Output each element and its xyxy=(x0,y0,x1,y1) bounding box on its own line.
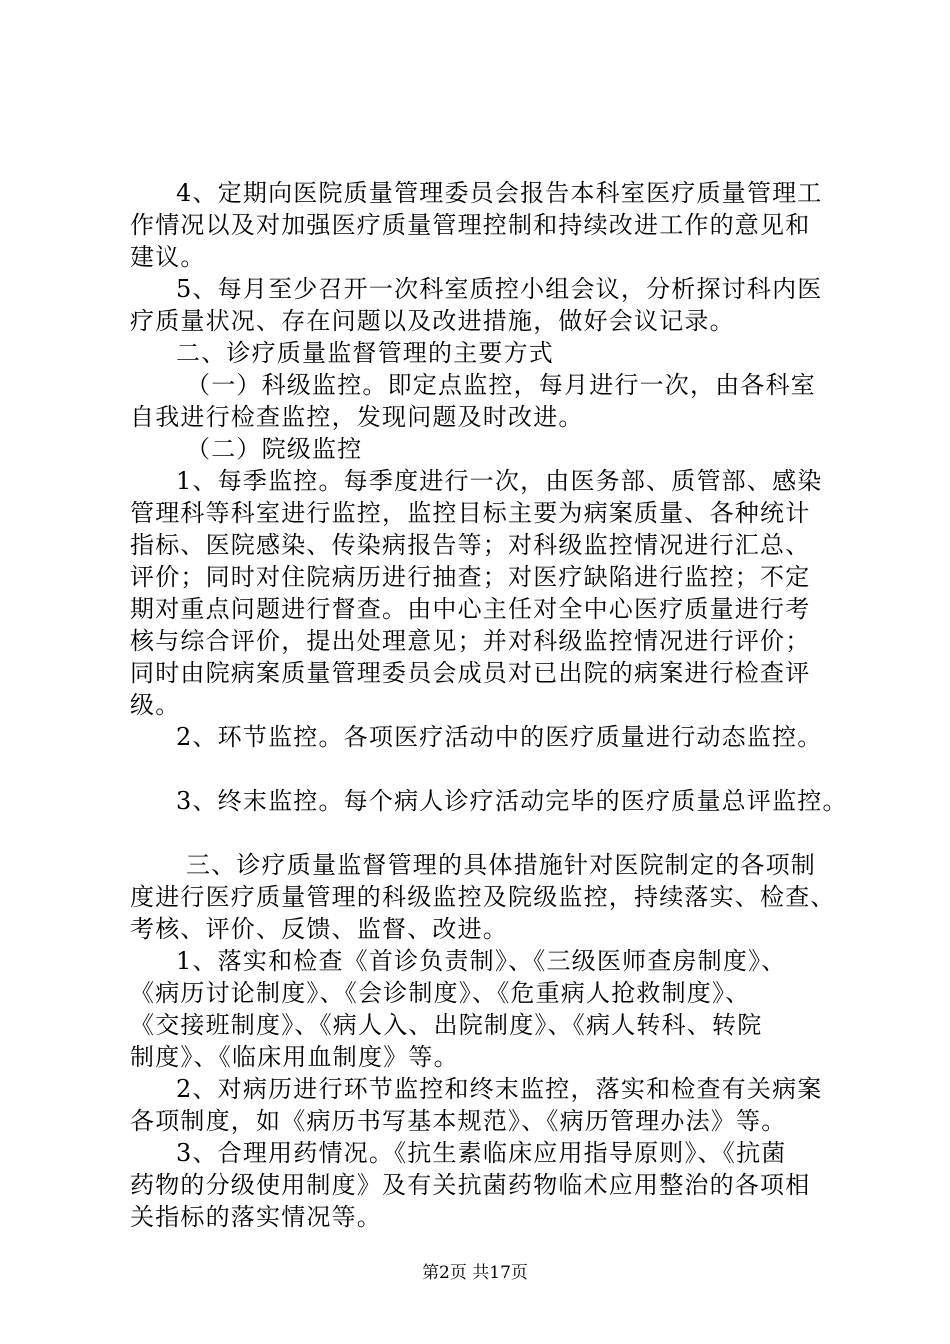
text-line: 制度》、《临床用血制度》等。 xyxy=(130,1043,459,1071)
text-line: 5、每月至少召开一次科室质控小组会议，分析探讨科内医 xyxy=(176,275,823,303)
section-heading: 二、诊疗质量监督管理的主要方式 xyxy=(176,339,554,367)
page-number-footer: 第2页 共17页 xyxy=(422,1263,528,1283)
text-line: 1、每季监控。每季度进行一次，由医务部、质管部、感染 xyxy=(176,467,823,495)
text-line: （一）科级监控。即定点监控，每月进行一次，由各科室 xyxy=(186,371,816,399)
text-line: 同时由院病案质量管理委员会成员对已出院的病案进行检查评 xyxy=(130,659,811,687)
text-line: 关指标的落实情况等。 xyxy=(130,1203,382,1231)
text-line: 2、对病历进行环节监控和终末监控，落实和检查有关病案 xyxy=(176,1075,823,1103)
text-line: 《病历讨论制度》、《会诊制度》、《危重病人抢救制度》、 xyxy=(130,979,751,1007)
text-line: 管理科等科室进行监控，监控目标主要为病案质量、各种统计 xyxy=(130,499,811,527)
subsection-heading: （二）院级监控 xyxy=(186,435,363,463)
text-line: 建议。 xyxy=(130,243,206,271)
text-line: 自我进行检查监控，发现问题及时改进。 xyxy=(130,403,584,431)
text-line: 1、落实和检查《首诊负责制》、《三级医师查房制度》、 xyxy=(176,947,787,975)
text-line: 期对重点问题进行督查。由中心主任对全中心医疗质量进行考 xyxy=(130,595,811,623)
text-line: 4、定期向医院质量管理委员会报告本科室医疗质量管理工 xyxy=(176,179,823,207)
text-line: 疗质量状况、存在问题以及改进措施，做好会议记录。 xyxy=(130,307,735,335)
text-line: 2、环节监控。各项医疗活动中的医疗质量进行动态监控。 xyxy=(176,723,823,751)
text-line: 3、合理用药情况。《抗生素临床应用指导原则》、《抗菌 xyxy=(176,1139,787,1167)
text-line: 评价；同时对住院病历进行抽查；对医疗缺陷进行监控；不定 xyxy=(130,563,811,591)
text-line: 指标、医院感染、传染病报告等；对科级监控情况进行汇总、 xyxy=(130,531,811,559)
text-line: 核与综合评价，提出处理意见；并对科级监控情况进行评价； xyxy=(130,627,811,655)
text-line: 度进行医疗质量管理的科级监控及院级监控，持续落实、检查、 xyxy=(130,883,836,911)
text-line: 各项制度，如《病历书写基本规范》、《病历管理办法》等。 xyxy=(130,1107,787,1135)
text-line: 作情况以及对加强医疗质量管理控制和持续改进工作的意见和 xyxy=(130,211,811,239)
text-line: 《交接班制度》、《病人入、出院制度》、《病人转科、转院 xyxy=(130,1011,763,1039)
text-line: 3、终末监控。每个病人诊疗活动完毕的医疗质量总评监控。 xyxy=(176,787,848,815)
text-line: 药物的分级使用制度》及有关抗菌药物临术应用整治的各项相 xyxy=(130,1171,811,1199)
text-line: 考核、评价、反馈、监督、改进。 xyxy=(130,915,508,943)
section-heading: 三、诊疗质量监督管理的具体措施针对医院制定的各项制 xyxy=(186,851,816,879)
text-line: 级。 xyxy=(130,691,181,719)
